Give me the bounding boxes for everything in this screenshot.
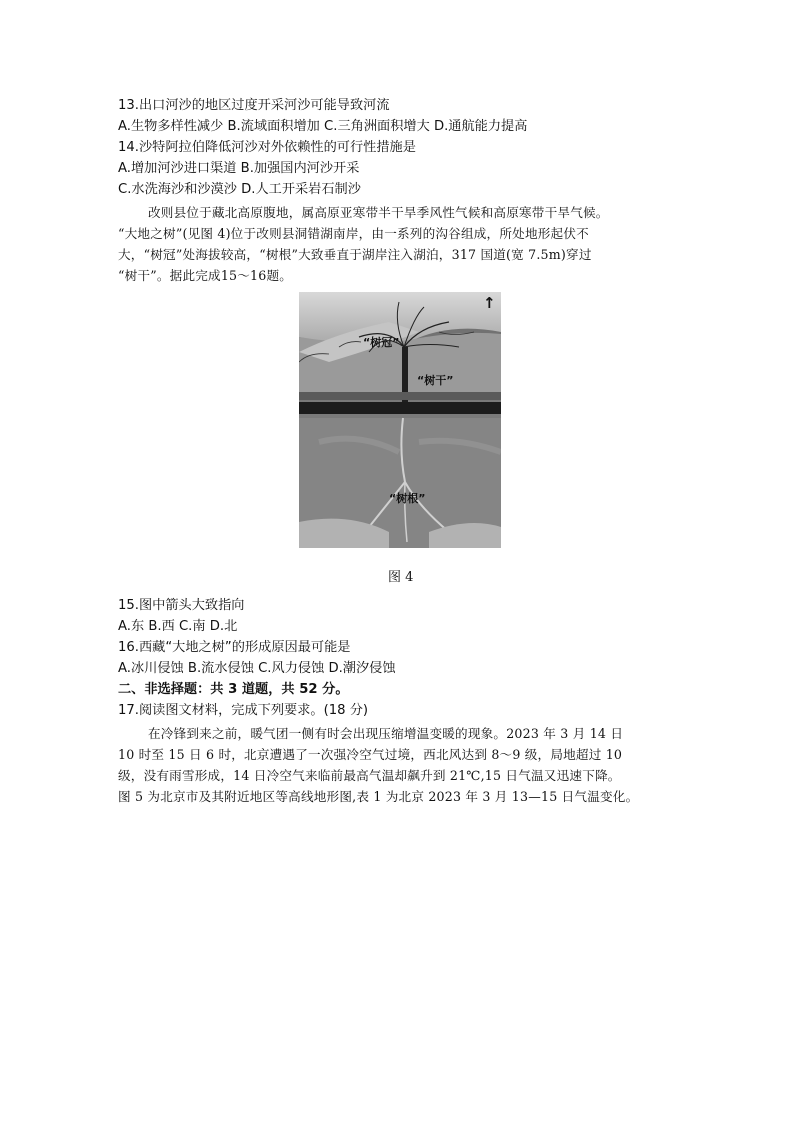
question-16-options: A.冰川侵蚀 B.流水侵蚀 C.风力侵蚀 D.潮汐侵蚀 <box>118 661 396 676</box>
earth-tree-image <box>299 292 501 548</box>
passage-1-line-2: “大地之树”(见图 4)位于改则县洞错湖南岸，由一系列的沟谷组成，所处地形起伏不 <box>118 226 589 241</box>
question-17-stem: 17.阅读图文材料，完成下列要求。(18 分) <box>118 703 369 718</box>
question-16-stem: 16.西藏“大地之树”的形成原因最可能是 <box>118 640 351 655</box>
north-arrow-icon: ↑ <box>483 294 496 312</box>
passage-2-line-4: 图 5 为北京市及其附近地区等高线地形图,表 1 为北京 2023 年 3 月 13—15 日气温变化。 <box>118 789 639 804</box>
label-tree-root: “树根” <box>389 492 426 505</box>
earth-tree-photo <box>299 292 501 548</box>
question-13-options: A.生物多样性减少 B.流域面积增加 C.三角洲面积增大 D.通航能力提高 <box>118 119 528 134</box>
label-tree-trunk: “树干” <box>417 374 454 387</box>
passage-2-line-2: 10 时至 15 日 6 时，北京遭遇了一次强冷空气过境，西北风达到 8～9 级，局地超过 10 <box>118 747 623 762</box>
passage-1-line-3: 大，“树冠”处海拔较高，“树根”大致垂直于湖岸注入湖泊，317 国道(宽 7.5m)穿过 <box>118 247 592 262</box>
question-14-options-2: C.水洗海沙和沙漠沙 D.人工开采岩石制沙 <box>118 182 361 197</box>
passage-1-line-4: “树干”。据此完成15～16题。 <box>118 268 293 283</box>
passage-1-line-1: 改则县位于藏北高原腹地，属高原亚寒带半干旱季风性气候和高原寒带干旱气候。 <box>148 205 609 220</box>
question-15-stem: 15.图中箭头大致指向 <box>118 598 245 613</box>
figure-caption: 图 4 <box>388 570 414 585</box>
label-tree-crown: “树冠” <box>363 336 400 349</box>
question-15-options: A.东 B.西 C.南 D.北 <box>118 619 238 634</box>
section-2-heading: 二、非选择题：共 3 道题，共 52 分。 <box>118 682 349 697</box>
question-13-stem: 13.出口河沙的地区过度开采河沙可能导致河流 <box>118 98 390 113</box>
passage-2-line-3: 级，没有雨雪形成，14 日冷空气来临前最高气温却飙升到 21℃,15 日气温又迅速下降。 <box>118 768 621 783</box>
question-14-stem: 14.沙特阿拉伯降低河沙对外依赖性的可行性措施是 <box>118 140 416 155</box>
question-14-options-1: A.增加河沙进口渠道 B.加强国内河沙开采 <box>118 161 360 176</box>
passage-2-line-1: 在冷锋到来之前，暖气团一侧有时会出现压缩增温变暖的现象。2023 年 3 月 14 日 <box>148 726 624 741</box>
